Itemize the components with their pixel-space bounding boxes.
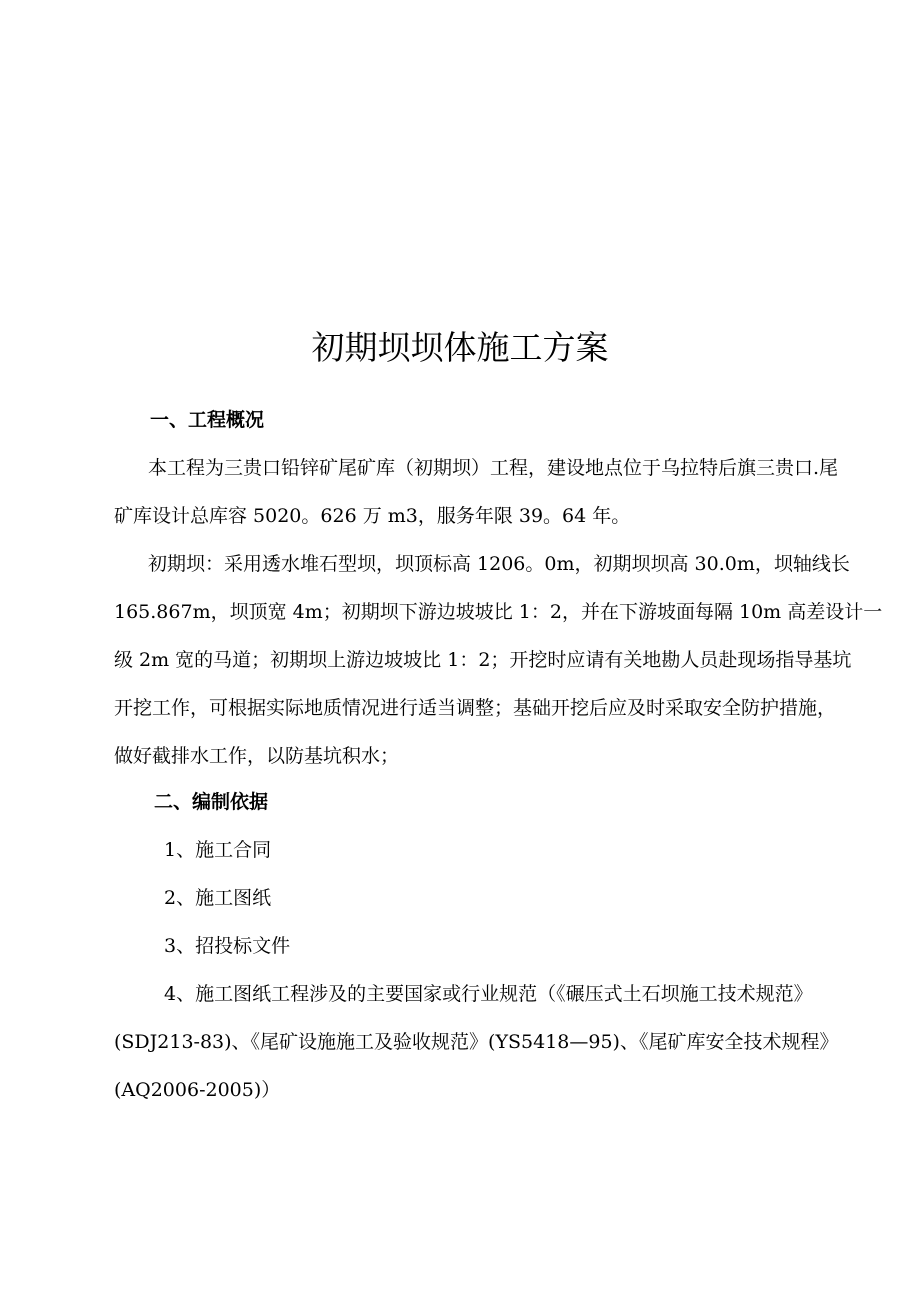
paragraph-line: 级 2m 宽的马道；初期坝上游边坡坡比 1：2；开挖时应请有关地勘人员赴现场指导基坑 bbox=[114, 649, 852, 671]
paragraph-line: 初期坝：采用透水堆石型坝，坝顶标高 1206。0m，初期坝坝高 30.0m，坝轴线长 bbox=[148, 553, 850, 575]
list-item: 4、施工图纸工程涉及的主要国家或行业规范（《碾压式土石坝施工技术规范》 bbox=[164, 983, 813, 1005]
paragraph-line: 开挖工作，可根据实际地质情况进行适当调整；基础开挖后应及时采取安全防护措施， bbox=[114, 697, 837, 719]
paragraph-line: (SDJ213-83)、《尾矿设施施工及验收规范》(YS5418—95)、《尾矿库安全技术规程》 bbox=[114, 1031, 839, 1053]
paragraph-line: 165.867m，坝顶宽 4m；初期坝下游边坡坡比 1：2，并在下游坡面每隔 10m 高差设计一 bbox=[114, 601, 883, 623]
document-title: 初期坝坝体施工方案 bbox=[311, 328, 609, 367]
paragraph-line: 做好截排水工作，以防基坑积水； bbox=[114, 745, 400, 767]
list-item: 2、施工图纸 bbox=[164, 887, 272, 909]
list-item: 1、施工合同 bbox=[164, 839, 272, 861]
paragraph-line: (AQ2006-2005)） bbox=[114, 1079, 281, 1101]
section-heading-basis: 二、编制依据 bbox=[154, 791, 269, 813]
list-item: 3、招投标文件 bbox=[164, 935, 291, 957]
paragraph-line: 本工程为三贵口铅锌矿尾矿库（初期坝）工程，建设地点位于乌拉特后旗三贵口.尾 bbox=[148, 457, 839, 479]
section-heading-overview: 一、工程概况 bbox=[150, 409, 265, 431]
paragraph-line: 矿库设计总库容 5020。626 万 m3，服务年限 39。64 年。 bbox=[114, 505, 631, 527]
